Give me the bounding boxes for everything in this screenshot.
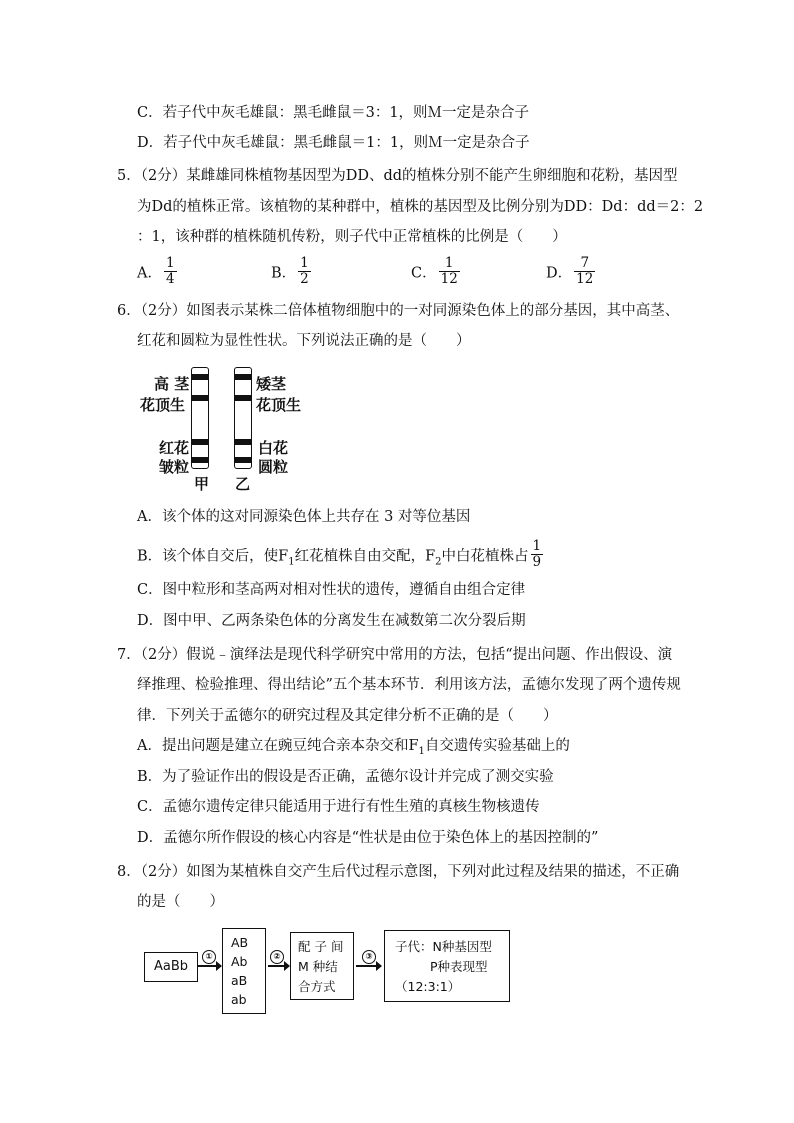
chromosome-label-yi: 乙 (235, 475, 251, 493)
offspring-phenotype-count: P种表现型 (430, 959, 488, 974)
step-3-marker: ③ (362, 950, 376, 964)
q6-option-b: B．该个体自交后，使$F_1$红花植株自由交配，$F_2$中白花植株占 $\frac{1}{9}$ (137, 538, 542, 570)
q6-option-a: A．该个体的这对同源染色体上共存在 3 对等位基因 (137, 509, 471, 525)
q5-option-d: D． $\frac{7}{12}$ (546, 255, 594, 287)
q5-option-c: C． $\frac{1}{12}$ (411, 255, 458, 287)
offspring-genotype-count: 子代：N种基因型 (395, 939, 492, 954)
gamete-ab-mixed1: Ab (231, 954, 248, 969)
q8-stem-line1: 8．（2分）如图为某植株自交产生后代过程示意图，下列对此过程及结果的描述，不正确 (117, 864, 680, 880)
arrow-3-head (376, 961, 382, 971)
q5-option-a: A． $\frac{1}{4}$ (137, 255, 175, 287)
q6-option-d: D．图中甲、乙两条染色体的分离发生在减数第二次分裂后期 (137, 613, 526, 629)
fraction: $\frac{1}{12}$ (440, 255, 458, 287)
fraction: $\frac{1}{9}$ (532, 538, 542, 570)
arrow-1 (198, 965, 218, 967)
gamete-combination-box (290, 932, 354, 1000)
combine-line3: 合方式 (298, 979, 336, 994)
combine-line1: 配 子 间 (298, 939, 344, 954)
gene-label-terminal-flower: 花顶生 (140, 396, 186, 414)
q7-option-a: A．提出问题是建立在豌豆纯合亲本杂交和$F_1$自交遗传实验基础上的 (137, 738, 570, 757)
gene-label-wrinkled-seed: 皱粒 (159, 458, 190, 476)
q6-stem-line1: 6．（2分）如图表示某株二倍体植物细胞中的一对同源染色体上的部分基因，其中高茎、 (117, 303, 680, 319)
q7-option-d: D．孟德尔所作假设的核心内容是“性状是由位于染色体上的基因控制的” (137, 830, 599, 846)
q8-stem-line2: 的是（ ） (137, 894, 224, 910)
step-2-marker: ② (270, 950, 284, 964)
step-1-marker: ① (202, 950, 216, 964)
arrow-3 (356, 965, 378, 967)
fraction: $\frac{1}{4}$ (165, 255, 175, 287)
chromosome-yi (234, 367, 252, 469)
gametes-box (222, 928, 266, 1014)
gene-label-round-seed: 圆粒 (258, 458, 289, 476)
fraction: $\frac{7}{12}$ (576, 255, 594, 287)
gamete-ab-upper: AB (231, 935, 249, 950)
q7-option-c: C．孟德尔遗传定律只能适用于进行有性生殖的真核生物核遗传 (137, 799, 540, 815)
gene-label-terminal-flower-b: 花顶生 (256, 396, 302, 414)
q5-stem-line3: ：1，该种群的植株随机传粉，则子代中正常植株的比例是（ ） (137, 229, 567, 245)
q7-stem-line1: 7．（2分）假说﹣演绎法是现代科学研究中常用的方法，包括“提出问题、作出假设、演 (117, 647, 673, 663)
gene-label-tall-stem: 高 茎 (154, 375, 190, 393)
chromosome-figure (140, 365, 320, 493)
q6-stem-line2: 红花和圆粒为显性性状。下列说法正确的是（ ） (137, 333, 471, 349)
chromosome-label-jia: 甲 (194, 475, 210, 493)
combine-line2: M 种结 (298, 959, 338, 974)
gamete-ab-lower: ab (231, 992, 247, 1007)
gene-label-dwarf-stem: 矮茎 (256, 375, 287, 393)
parent-genotype-box: AaBb (144, 952, 198, 982)
gene-label-white-flower: 白花 (258, 439, 289, 457)
q4-option-c: C．若子代中灰毛雄鼠：黑毛雌鼠＝3：1，则Ｍ一定是杂合子 (137, 105, 530, 121)
chromosome-jia (191, 367, 209, 469)
q6-option-c: C．图中粒形和茎高两对相对性状的遗传，遵循自由组合定律 (137, 582, 526, 598)
q7-option-b: B．为了验证作出的假设是否正确，孟德尔设计并完成了测交实验 (137, 769, 554, 785)
q4-option-d: D．若子代中灰毛雄鼠：黑毛雌鼠＝1：1，则Ｍ一定是杂合子 (137, 135, 530, 151)
gene-label-red-flower: 红花 (159, 439, 190, 457)
q5-option-b: B． $\frac{1}{2}$ (271, 255, 309, 287)
q7-stem-line2: 绎推理、检验推理、得出结论”五个基本环节．利用该方法，孟德尔发现了两个遗传规 (137, 677, 681, 693)
offspring-ratio: （12:3:1） (395, 979, 461, 994)
offspring-box (384, 930, 510, 1002)
gamete-ab-mixed2: aB (231, 973, 248, 988)
q5-stem-line2: 为Dd的植株正常。该植物的某种群中，植株的基因型及比例分别为DD：Dd：dd＝2：2 (137, 199, 704, 215)
fraction: $\frac{1}{2}$ (300, 255, 309, 287)
q5-stem-line1: 5．（2分）某雌雄同株植物基因型为DD、dd的植株分别不能产生卵细胞和花粉，基因型 (117, 168, 678, 184)
selfing-flow-diagram (140, 922, 520, 1022)
q7-stem-line3: 律．下列关于孟德尔的研究过程及其定律分析不正确的是（ ） (137, 708, 558, 724)
